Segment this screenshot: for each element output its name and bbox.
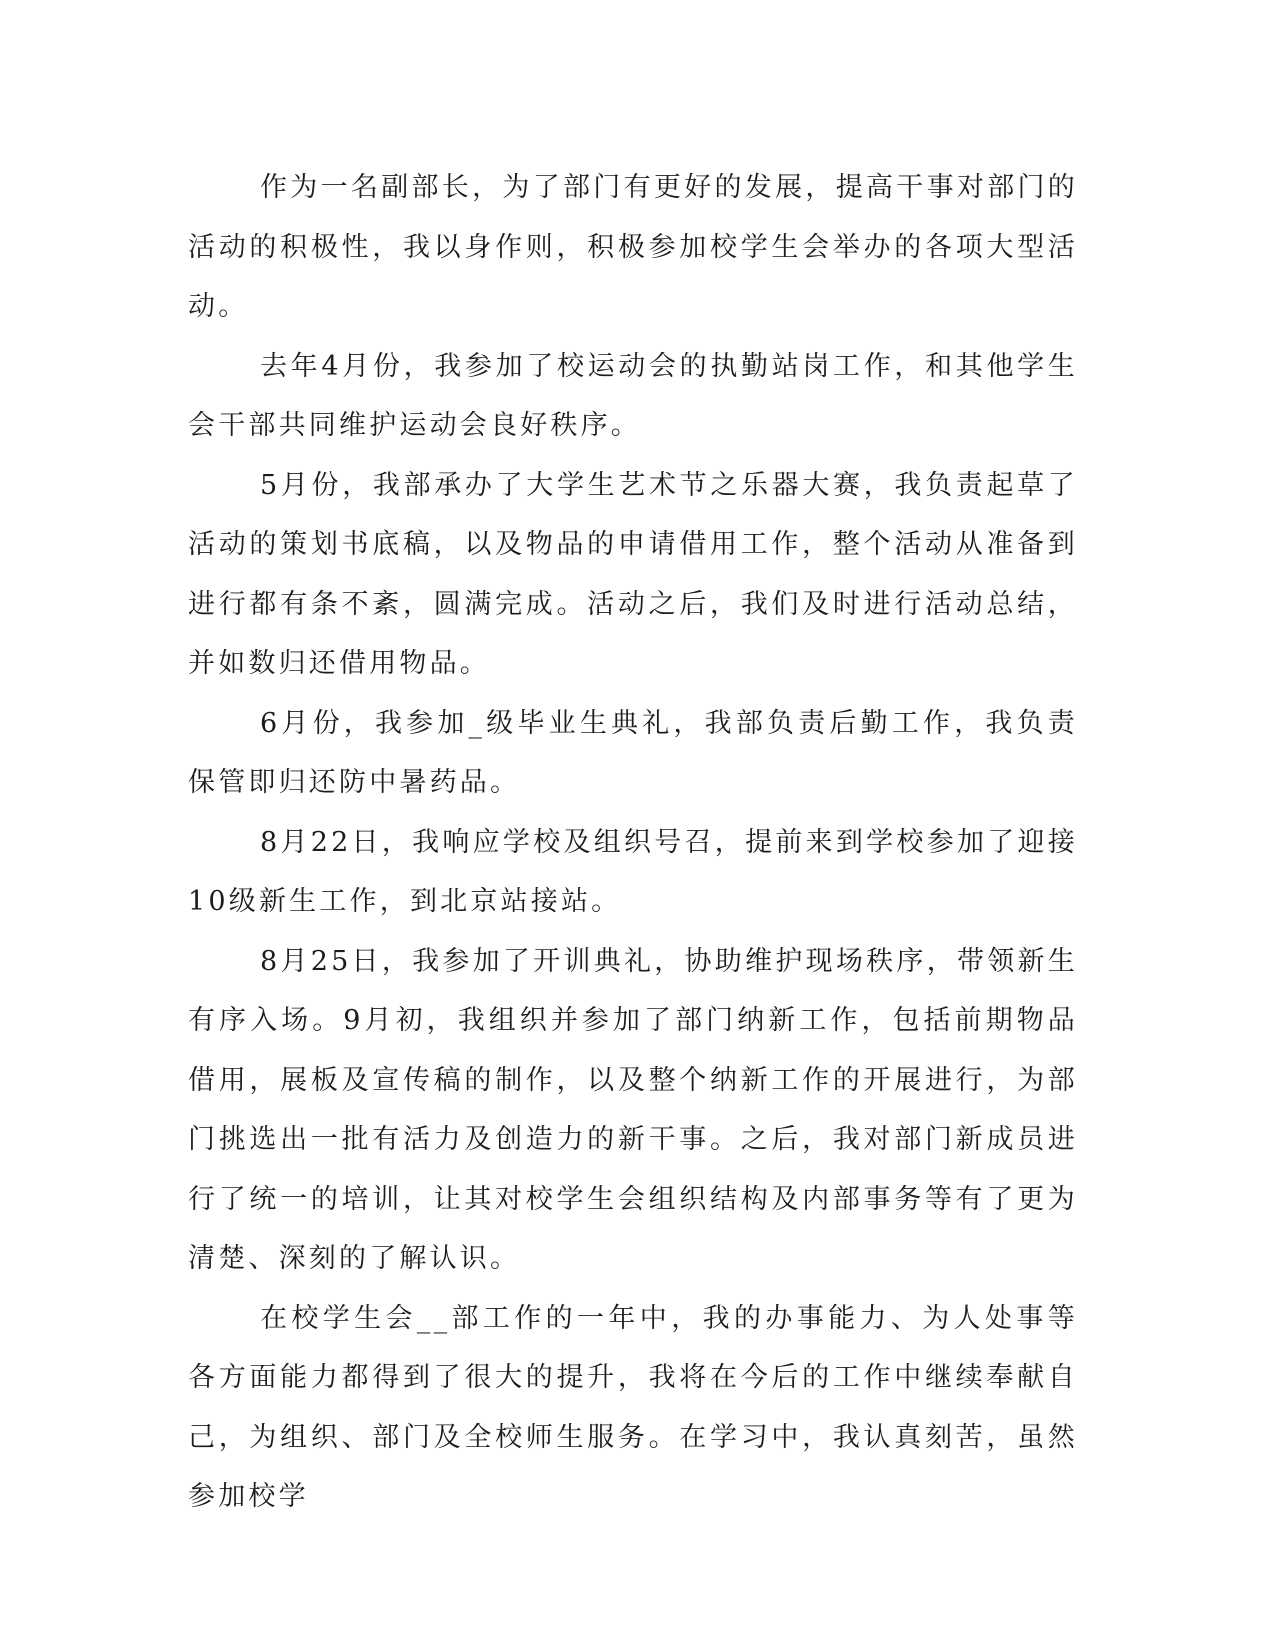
document-body [188,158,1078,1527]
paragraph: 8月25日，我参加了开训典礼，协助维护现场秩序，带领新生有序入场。9月初，我组织并参加了部门纳新工作，包括前期物品借用，展板及宣传稿的制作，以及整个纳新工作的开展进行，为部门挑选出一批有活力及创造力的新干事。之后，我对部门新成员进行了统一的培训，让其对校学生会组织结构及内部事务等有了更为清楚、深刻的了解认识。 [188,945,1078,1274]
paragraph: 5月份，我部承办了大学生艺术节之乐器大赛，我负责起草了活动的策划书底稿，以及物品的申请借用工作，整个活动从准备到进行都有条不紊，圆满完成。活动之后，我们及时进行活动总结，并如数归还借用物品。 [188,469,1078,679]
paragraph: 8月22日，我响应学校及组织号召，提前来到学校参加了迎接10级新生工作，到北京站接站。 [188,826,1078,917]
paragraph: 在校学生会__部工作的一年中，我的办事能力、为人处事等各方面能力都得到了很大的提升，我将在今后的工作中继续奉献自己，为组织、部门及全校师生服务。在学习中，我认真刻苦，虽然参加校学 [188,1302,1078,1512]
paragraph: 去年4月份，我参加了校运动会的执勤站岗工作，和其他学生会干部共同维护运动会良好秩序。 [188,350,1078,441]
paragraph: 作为一名副部长，为了部门有更好的发展，提高干事对部门的活动的积极性，我以身作则，积极参加校学生会举办的各项大型活动。 [188,172,1078,322]
paragraph: 6月份，我参加_级毕业生典礼，我部负责后勤工作，我负责保管即归还防中暑药品。 [188,707,1078,798]
